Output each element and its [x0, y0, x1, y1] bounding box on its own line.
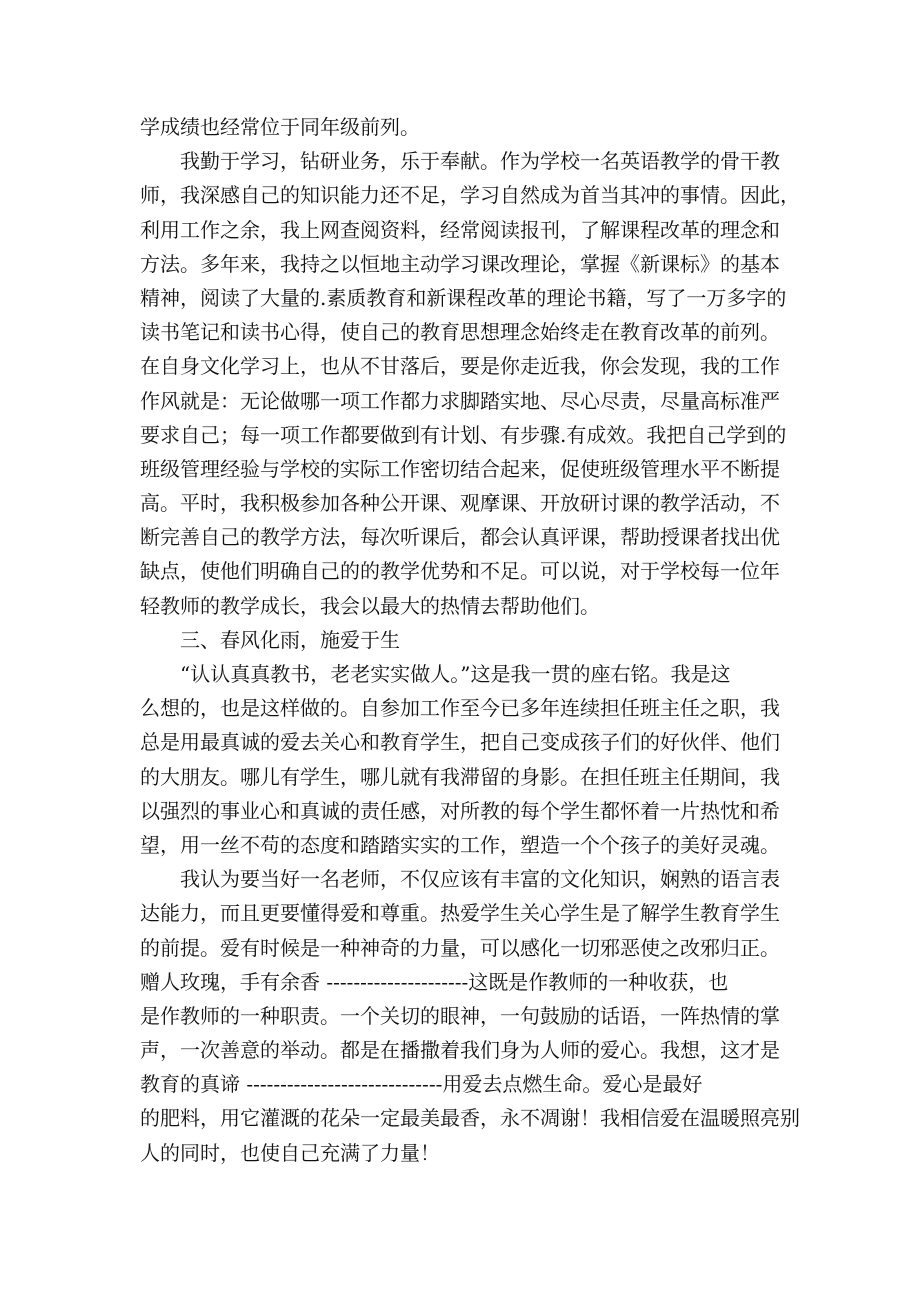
text-line: 达能力，而且更要懂得爱和尊重。热爱学生关心学生是了解学生教育学生 [140, 901, 780, 926]
document-body [140, 110, 800, 1170]
text-line: 利用工作之余，我上网查阅资料，经常阅读报刊，了解课程改革的理念和 [140, 217, 780, 242]
text-line: 么想的，也是这样做的。自参加工作至今已多年连续担任班主任之职，我 [140, 696, 780, 721]
text-line: 方法。多年来，我持之以恒地主动学习课改理论，掌握《新课标》的基本 [140, 251, 780, 276]
text-line: 轻教师的教学成长，我会以最大的热情去帮助他们。 [140, 593, 600, 618]
text-line: 师，我深感自己的知识能力还不足，学习自然成为首当其冲的事情。因此， [140, 183, 800, 208]
text-line: 在自身文化学习上，也从不甘落后，要是你走近我，你会发现，我的工作 [140, 354, 780, 379]
text-line: 断完善自己的教学方法，每次听课后，都会认真评课，帮助授课者找出优 [140, 525, 780, 550]
text-line: 的肥料，用它灌溉的花朵一定最美最香，永不凋谢！我相信爱在温暖照亮别 [140, 1106, 800, 1131]
text-line: 的大朋友。哪儿有学生，哪儿就有我滞留的身影。在担任班主任期间，我 [140, 764, 780, 789]
text-line: 要求自己；每一项工作都要做到有计划、有步骤.有成效。我把自己学到的 [140, 422, 787, 447]
text-line: 教育的真谛 -----------------------------用爱去点燃生命。爱心是最好 [140, 1072, 703, 1097]
text-line: 总是用最真诚的爱去关心和教育学生，把自己变成孩子们的好伙伴、他们 [140, 730, 780, 755]
text-line: 的前提。爱有时候是一种神奇的力量，可以感化一切邪恶使之改邪归正。 [140, 935, 780, 960]
text-line: 高。平时，我积极参加各种公开课、观摩课、开放研讨课的教学活动，不 [140, 491, 780, 516]
text-line: 缺点，使他们明确自己的的教学优势和不足。可以说，对于学校每一位年 [140, 559, 780, 584]
text-line: 精神，阅读了大量的.素质教育和新课程改革的理论书籍，写了一万多字的 [140, 285, 787, 310]
text-line: 三、春风化雨，施爱于生 [140, 627, 400, 652]
text-line: 是作教师的一种职责。一个关切的眼神，一句鼓励的话语，一阵热情的掌 [140, 1003, 780, 1028]
text-line: 赠人玫瑰，手有余香 ---------------------这既是作教师的一种收获，也 [140, 969, 729, 994]
text-line: “认认真真教书，老老实实做人。”这是我一贯的座右铭。我是这 [140, 662, 731, 686]
text-line: 望，用一丝不苟的态度和踏踏实实的工作，塑造一个个孩子的美好灵魂。 [140, 832, 780, 857]
text-line: 学成绩也经常位于同年级前列。 [140, 115, 420, 139]
text-line: 读书笔记和读书心得，使自己的教育思想理念始终走在教育改革的前列。 [140, 320, 780, 345]
text-line: 我勤于学习，钻研业务，乐于奉献。作为学校一名英语教学的骨干教 [140, 149, 780, 174]
text-line: 班级管理经验与学校的实际工作密切结合起来，促使班级管理水平不断提 [140, 456, 780, 481]
text-line: 声，一次善意的举动。都是在播撒着我们身为人师的爱心。我想，这才是 [140, 1038, 780, 1063]
text-line: 以强烈的事业心和真诚的责任感，对所教的每个学生都怀着一片热忱和希 [140, 798, 780, 823]
text-line: 作风就是：无论做哪一项工作都力求脚踏实地、尽心尽责，尽量高标准严 [140, 388, 780, 413]
text-line: 我认为要当好一名老师，不仅应该有丰富的文化知识，娴熟的语言表 [140, 867, 780, 892]
text-line: 人的同时，也使自己充满了力量！ [140, 1140, 440, 1165]
